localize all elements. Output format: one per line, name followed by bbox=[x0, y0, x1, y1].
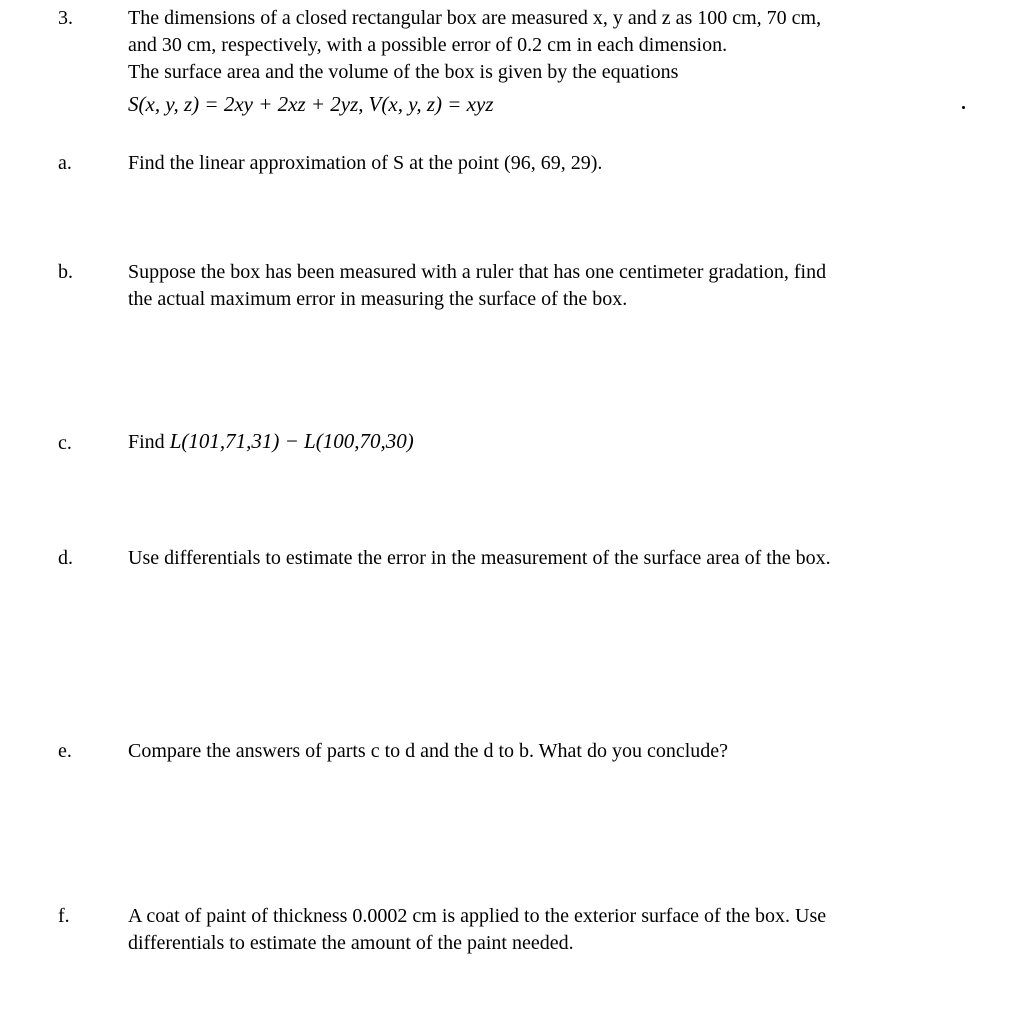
part-c-label: c. bbox=[58, 432, 72, 454]
part-b-label: b. bbox=[58, 261, 73, 283]
part-b-text bbox=[128, 259, 988, 313]
part-c-prefix: Find bbox=[128, 431, 170, 453]
problem-line: and 30 cm, respectively, with a possible error of 0.2 cm in each dimension. bbox=[128, 34, 728, 56]
surface-area-equation: S(x, y, z) = 2xy + 2xz + 2yz, bbox=[128, 92, 364, 116]
part-b-line: the actual maximum error in measuring the surface of the box. bbox=[128, 288, 628, 310]
problem-line: The dimensions of a closed rectangular box are measured x, y and z as 100 cm, 70 cm, bbox=[128, 7, 822, 29]
part-c-expression: L(101,71,31) − L(100,70,30) bbox=[169, 429, 414, 453]
part-b-line: Suppose the box has been measured with a ruler that has one centimeter gradation, find bbox=[128, 261, 827, 283]
part-c-text bbox=[128, 428, 988, 456]
part-e-text bbox=[128, 738, 988, 765]
part-a-text bbox=[128, 150, 988, 177]
part-f-line: differentials to estimate the amount of the paint needed. bbox=[128, 932, 574, 954]
problem-statement bbox=[128, 5, 988, 86]
part-a-label: a. bbox=[58, 152, 72, 174]
problem-number: 3. bbox=[58, 7, 73, 29]
equations bbox=[128, 91, 988, 119]
part-e-line: Compare the answers of parts c to d and the d to b. What do you conclude? bbox=[128, 740, 729, 762]
stray-dot bbox=[962, 106, 965, 109]
part-a-line: Find the linear approximation of S at the point (96, 69, 29). bbox=[128, 152, 603, 174]
volume-equation: V(x, y, z) = xyz bbox=[368, 92, 494, 116]
part-d-line: Use differentials to estimate the error in the measurement of the surface area of the box. bbox=[128, 547, 831, 569]
part-f-line: A coat of paint of thickness 0.0002 cm is applied to the exterior surface of the box. Use bbox=[128, 905, 827, 927]
part-e-label: e. bbox=[58, 740, 72, 762]
part-d-label: d. bbox=[58, 547, 73, 569]
problem-line: The surface area and the volume of the box is given by the equations bbox=[128, 61, 679, 83]
part-f-label: f. bbox=[58, 905, 70, 927]
part-f-text bbox=[128, 903, 988, 957]
part-d-text bbox=[128, 545, 988, 572]
